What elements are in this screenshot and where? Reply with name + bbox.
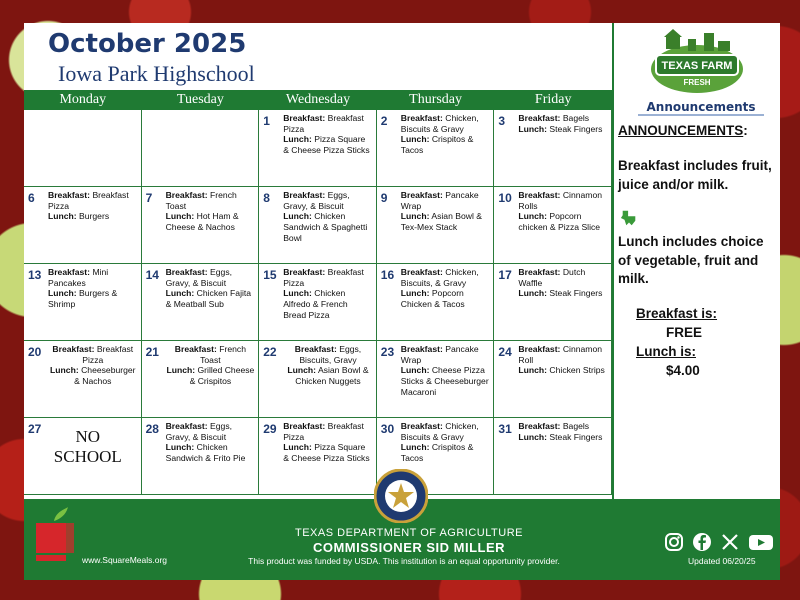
day-cell	[259, 187, 377, 264]
lunch-label: Lunch:	[165, 211, 195, 222]
menu-calendar-card	[24, 23, 780, 580]
lunch-item	[401, 134, 491, 155]
lunch-label: Lunch:	[283, 442, 312, 453]
breakfast-label: Breakfast:	[400, 344, 443, 354]
lunch-menu: Chicken Fajita & Meatball Sub	[165, 288, 252, 310]
lunch-item	[166, 288, 256, 309]
school-name: Iowa Park Highschool	[58, 61, 255, 86]
breakfast-price: FREE	[666, 325, 703, 341]
breakfast-menu: Breakfast Pizza	[283, 421, 364, 442]
lunch-item	[283, 365, 373, 386]
prices	[636, 305, 778, 381]
lunch-menu: Pizza Square & Cheese Pizza Sticks	[283, 442, 370, 464]
svg-text:FRESH: FRESH	[683, 78, 711, 87]
logo-text: TEXAS FARM	[661, 60, 733, 72]
lunch-menu: Crispitos & Tacos	[400, 134, 474, 156]
breakfast-item	[166, 190, 256, 211]
weekday-thursday: Thursday	[409, 92, 463, 107]
breakfast-label: Breakfast:	[48, 190, 91, 200]
breakfast-menu: Bagels	[562, 113, 590, 123]
lunch-menu: Popcorn chicken & Pizza Slice	[518, 211, 601, 233]
lunch-label: Lunch:	[165, 442, 195, 453]
day-cell	[259, 418, 377, 495]
weekday-header	[24, 90, 612, 109]
lunch-label: Lunch:	[518, 431, 548, 442]
day-number: 16	[380, 268, 395, 282]
breakfast-menu: Eggs, Biscuits, Gravy	[299, 344, 362, 365]
breakfast-item	[518, 344, 608, 365]
breakfast-menu: Breakfast Pizza	[283, 113, 364, 134]
breakfast-menu: Eggs, Gravy, & Biscuit	[283, 190, 350, 211]
breakfast-menu: Chicken, Biscuits, & Gravy	[400, 267, 479, 288]
breakfast-label: Breakfast:	[165, 421, 208, 431]
day-cell	[142, 187, 260, 264]
breakfast-label: Breakfast:	[165, 190, 208, 200]
lunch-item	[283, 211, 373, 243]
day-cell	[494, 187, 612, 264]
day-number: 2	[380, 114, 388, 128]
breakfast-item	[283, 190, 373, 211]
day-cell	[377, 264, 495, 341]
day-number: 13	[28, 268, 42, 282]
day-cell	[24, 187, 142, 264]
lunch-label: Lunch:	[518, 123, 548, 134]
breakfast-menu: Pancake Wrap	[400, 344, 479, 365]
day-number: 14	[145, 268, 159, 282]
lunch-menu: Hot Ham & Cheese & Nachos	[165, 211, 239, 233]
day-number: 20	[28, 345, 42, 359]
day-cell	[24, 418, 142, 495]
lunch-label: Lunch:	[287, 365, 317, 376]
breakfast-item	[518, 421, 608, 432]
lunch-label: Lunch:	[283, 211, 312, 222]
lunch-label: Lunch:	[400, 134, 430, 145]
lunch-item	[401, 442, 491, 463]
lunch-item	[518, 288, 608, 299]
lunch-item	[401, 288, 491, 309]
lunch-menu: Burgers	[79, 211, 110, 222]
day-number: 21	[145, 345, 159, 359]
breakfast-item	[401, 344, 491, 365]
square-meals-logo	[34, 505, 76, 565]
day-number: 17	[498, 268, 512, 282]
announcements-text: ANNOUNCEMENTS: Breakfast includes fruit, juice and/or milk. Lunch includes choice of vegetable, fruit and milk. Breakfast is: FREE Lunch is: $4.00	[618, 122, 778, 381]
announcement-breakfast: Breakfast includes fruit, juice and/or milk.	[618, 157, 772, 192]
lunch-item	[518, 124, 608, 135]
breakfast-item	[401, 421, 491, 442]
calendar	[24, 90, 612, 499]
breakfast-item	[48, 267, 138, 288]
department-name: TEXAS DEPARTMENT OF AGRICULTURE	[295, 527, 523, 539]
lunch-item	[518, 432, 608, 443]
lunch-item	[401, 365, 491, 397]
lunch-menu: Asian Bowl & Tex-Mex Stack	[400, 211, 482, 233]
social-links	[664, 532, 774, 552]
breakfast-label: Breakfast:	[518, 267, 561, 277]
day-cell	[142, 110, 260, 187]
day-number: 29	[263, 422, 277, 436]
lunch-price-label: Lunch is:	[636, 344, 696, 360]
usda-disclaimer: This product was funded by USDA. This institution is an equal opportunity provider.	[248, 556, 560, 566]
lunch-label: Lunch:	[518, 211, 548, 222]
breakfast-item	[48, 344, 138, 365]
breakfast-label: Breakfast:	[165, 267, 208, 277]
breakfast-label: Breakfast:	[400, 267, 443, 277]
lunch-label: Lunch:	[518, 288, 548, 299]
breakfast-label: Breakfast:	[52, 344, 95, 354]
day-number: 10	[498, 191, 512, 205]
texas-state-icon	[620, 209, 638, 227]
day-cell	[142, 418, 260, 495]
day-number: 23	[380, 345, 395, 359]
day-cell	[24, 264, 142, 341]
lunch-item	[48, 365, 138, 386]
lunch-price: $4.00	[666, 363, 700, 379]
tda-seal-icon	[374, 469, 428, 523]
lunch-label: Lunch:	[283, 288, 312, 299]
day-cell	[259, 264, 377, 341]
day-cell	[494, 110, 612, 187]
breakfast-menu: Chicken, Biscuits & Gravy	[400, 113, 479, 134]
breakfast-label: Breakfast:	[283, 113, 326, 123]
breakfast-item	[283, 267, 373, 288]
breakfast-label: Breakfast:	[174, 344, 217, 354]
day-number: 27	[28, 422, 42, 436]
breakfast-item	[401, 267, 491, 288]
announcements-panel	[612, 23, 780, 499]
breakfast-menu: French Toast	[165, 190, 237, 211]
breakfast-price-label: Breakfast is:	[636, 306, 718, 322]
breakfast-menu: Pancake Wrap	[400, 190, 479, 211]
lunch-label: Lunch:	[283, 134, 312, 145]
lunch-label: Lunch:	[48, 211, 77, 222]
lunch-item	[283, 442, 373, 463]
day-cell	[377, 187, 495, 264]
lunch-menu: Asian Bowl & Chicken Nuggets	[295, 365, 369, 387]
announcements-heading: Announcements	[638, 100, 764, 116]
breakfast-item	[166, 421, 256, 442]
page-title: October 2025	[48, 29, 247, 59]
breakfast-label: Breakfast:	[294, 344, 337, 354]
lunch-menu: Chicken Sandwich & Frito Pie	[165, 442, 246, 464]
website-link[interactable]: www.SquareMeals.org	[82, 555, 168, 565]
day-number: 1	[263, 114, 270, 128]
day-cell	[377, 341, 495, 418]
breakfast-label: Breakfast:	[283, 267, 326, 277]
lunch-menu: Steak Fingers	[549, 288, 603, 299]
lunch-label: Lunch:	[165, 288, 195, 299]
announcement-lunch: Lunch includes choice of vegetable, fruit and milk.	[618, 233, 764, 287]
day-cell	[494, 341, 612, 418]
breakfast-menu: Bagels	[562, 421, 590, 431]
instagram-icon[interactable]	[664, 532, 684, 552]
breakfast-menu: Mini Pancakes	[48, 267, 109, 288]
weekday-tuesday: Tuesday	[176, 92, 224, 107]
day-number: 15	[263, 268, 277, 282]
breakfast-label: Breakfast:	[400, 113, 443, 123]
lunch-label: Lunch:	[48, 288, 77, 299]
breakfast-item	[401, 113, 491, 134]
day-number: 3	[498, 114, 506, 128]
day-number: 8	[263, 191, 270, 205]
lunch-menu: Crispitos & Tacos	[400, 442, 474, 464]
breakfast-item	[401, 190, 491, 211]
breakfast-label: Breakfast:	[518, 190, 561, 200]
day-cell	[259, 341, 377, 418]
breakfast-item	[518, 113, 608, 124]
day-number: 9	[380, 191, 388, 205]
day-cell	[377, 110, 495, 187]
lunch-menu: Chicken Sandwich & Spaghetti Bowl	[283, 211, 368, 243]
breakfast-item	[283, 113, 373, 134]
lunch-label: Lunch:	[400, 442, 430, 453]
calendar-grid	[24, 109, 612, 495]
breakfast-label: Breakfast:	[400, 421, 443, 431]
breakfast-menu: Breakfast Pizza	[82, 344, 134, 365]
day-number: 7	[145, 191, 153, 205]
day-number: 31	[498, 422, 512, 436]
day-cell	[494, 264, 612, 341]
day-number: 24	[498, 345, 512, 359]
breakfast-item	[283, 421, 373, 442]
weekday-friday: Friday	[534, 92, 572, 107]
lunch-item	[283, 134, 373, 155]
lunch-item	[166, 211, 256, 232]
day-cell	[142, 341, 260, 418]
breakfast-label: Breakfast:	[518, 344, 561, 354]
lunch-item	[283, 288, 373, 320]
breakfast-item	[518, 190, 608, 211]
lunch-menu: Chicken Strips	[549, 365, 605, 376]
breakfast-menu: Cinnamon Rolls	[518, 190, 602, 211]
lunch-menu: Popcorn Chicken & Tacos	[400, 288, 465, 310]
day-number: 6	[28, 191, 35, 205]
day-cell	[494, 418, 612, 495]
breakfast-menu: Cinnamon Roll	[518, 344, 602, 365]
lunch-label: Lunch:	[400, 365, 430, 376]
breakfast-menu: Chicken, Biscuits & Gravy	[400, 421, 479, 442]
lunch-item	[48, 288, 138, 309]
facebook-icon[interactable]	[692, 532, 712, 552]
lunch-menu: Steak Fingers	[549, 123, 603, 134]
breakfast-menu: Breakfast Pizza	[48, 190, 129, 211]
x-icon[interactable]	[720, 532, 740, 552]
announcements-label: ANNOUNCEMENTS	[618, 123, 744, 138]
breakfast-menu: Breakfast Pizza	[283, 267, 364, 288]
weekday-monday: Monday	[59, 92, 107, 107]
day-number: 30	[380, 422, 395, 436]
breakfast-label: Breakfast:	[48, 267, 91, 277]
day-cell	[142, 264, 260, 341]
breakfast-item	[283, 344, 373, 365]
lunch-label: Lunch:	[518, 365, 548, 376]
lunch-menu: Grilled Cheese & Crispitos	[189, 365, 255, 387]
lunch-item	[518, 211, 608, 232]
footer	[24, 499, 780, 580]
lunch-item	[48, 211, 138, 222]
lunch-label: Lunch:	[50, 365, 79, 376]
breakfast-item	[518, 267, 608, 288]
lunch-label: Lunch:	[400, 211, 430, 222]
lunch-label: Lunch:	[166, 365, 196, 376]
lunch-menu: Chicken Alfredo & French Bread Pizza	[283, 288, 348, 320]
day-cell	[24, 110, 142, 187]
breakfast-item	[166, 344, 256, 365]
breakfast-label: Breakfast:	[518, 113, 561, 123]
day-cell	[24, 341, 142, 418]
breakfast-menu: Eggs, Gravy, & Biscuit	[165, 267, 233, 288]
breakfast-label: Breakfast:	[283, 421, 326, 431]
breakfast-item	[166, 267, 256, 288]
breakfast-menu: Eggs, Gravy, & Biscuit	[165, 421, 233, 442]
lunch-menu: Steak Fingers	[549, 431, 603, 442]
lunch-menu: Pizza Square & Cheese Pizza Sticks	[283, 134, 370, 156]
lunch-item	[166, 365, 256, 386]
lunch-item	[166, 442, 256, 463]
updated-date: Updated 06/20/25	[688, 556, 756, 566]
day-number: 28	[145, 422, 159, 436]
breakfast-menu: Dutch Waffle	[518, 267, 586, 288]
lunch-menu: Cheese Pizza Sticks & Cheeseburger Macaroni	[400, 365, 489, 397]
commissioner-name: COMMISSIONER SID MILLER	[312, 540, 506, 555]
breakfast-label: Breakfast:	[518, 421, 561, 431]
no-school-note: NO SCHOOL	[53, 427, 122, 466]
breakfast-menu: French Toast	[200, 344, 246, 365]
lunch-menu: Burgers & Shrimp	[48, 288, 118, 310]
day-number: 22	[263, 345, 277, 359]
weekday-wednesday: Wednesday	[285, 92, 351, 107]
lunch-item	[518, 365, 608, 376]
day-cell	[259, 110, 377, 187]
youtube-icon[interactable]	[748, 532, 774, 552]
breakfast-label: Breakfast:	[283, 190, 326, 200]
texas-farm-fresh-logo	[648, 29, 746, 95]
lunch-label: Lunch:	[400, 288, 430, 299]
breakfast-label: Breakfast:	[400, 190, 443, 200]
lunch-item	[401, 211, 491, 232]
lunch-menu: Cheeseburger & Nachos	[74, 365, 136, 387]
breakfast-item	[48, 190, 138, 211]
